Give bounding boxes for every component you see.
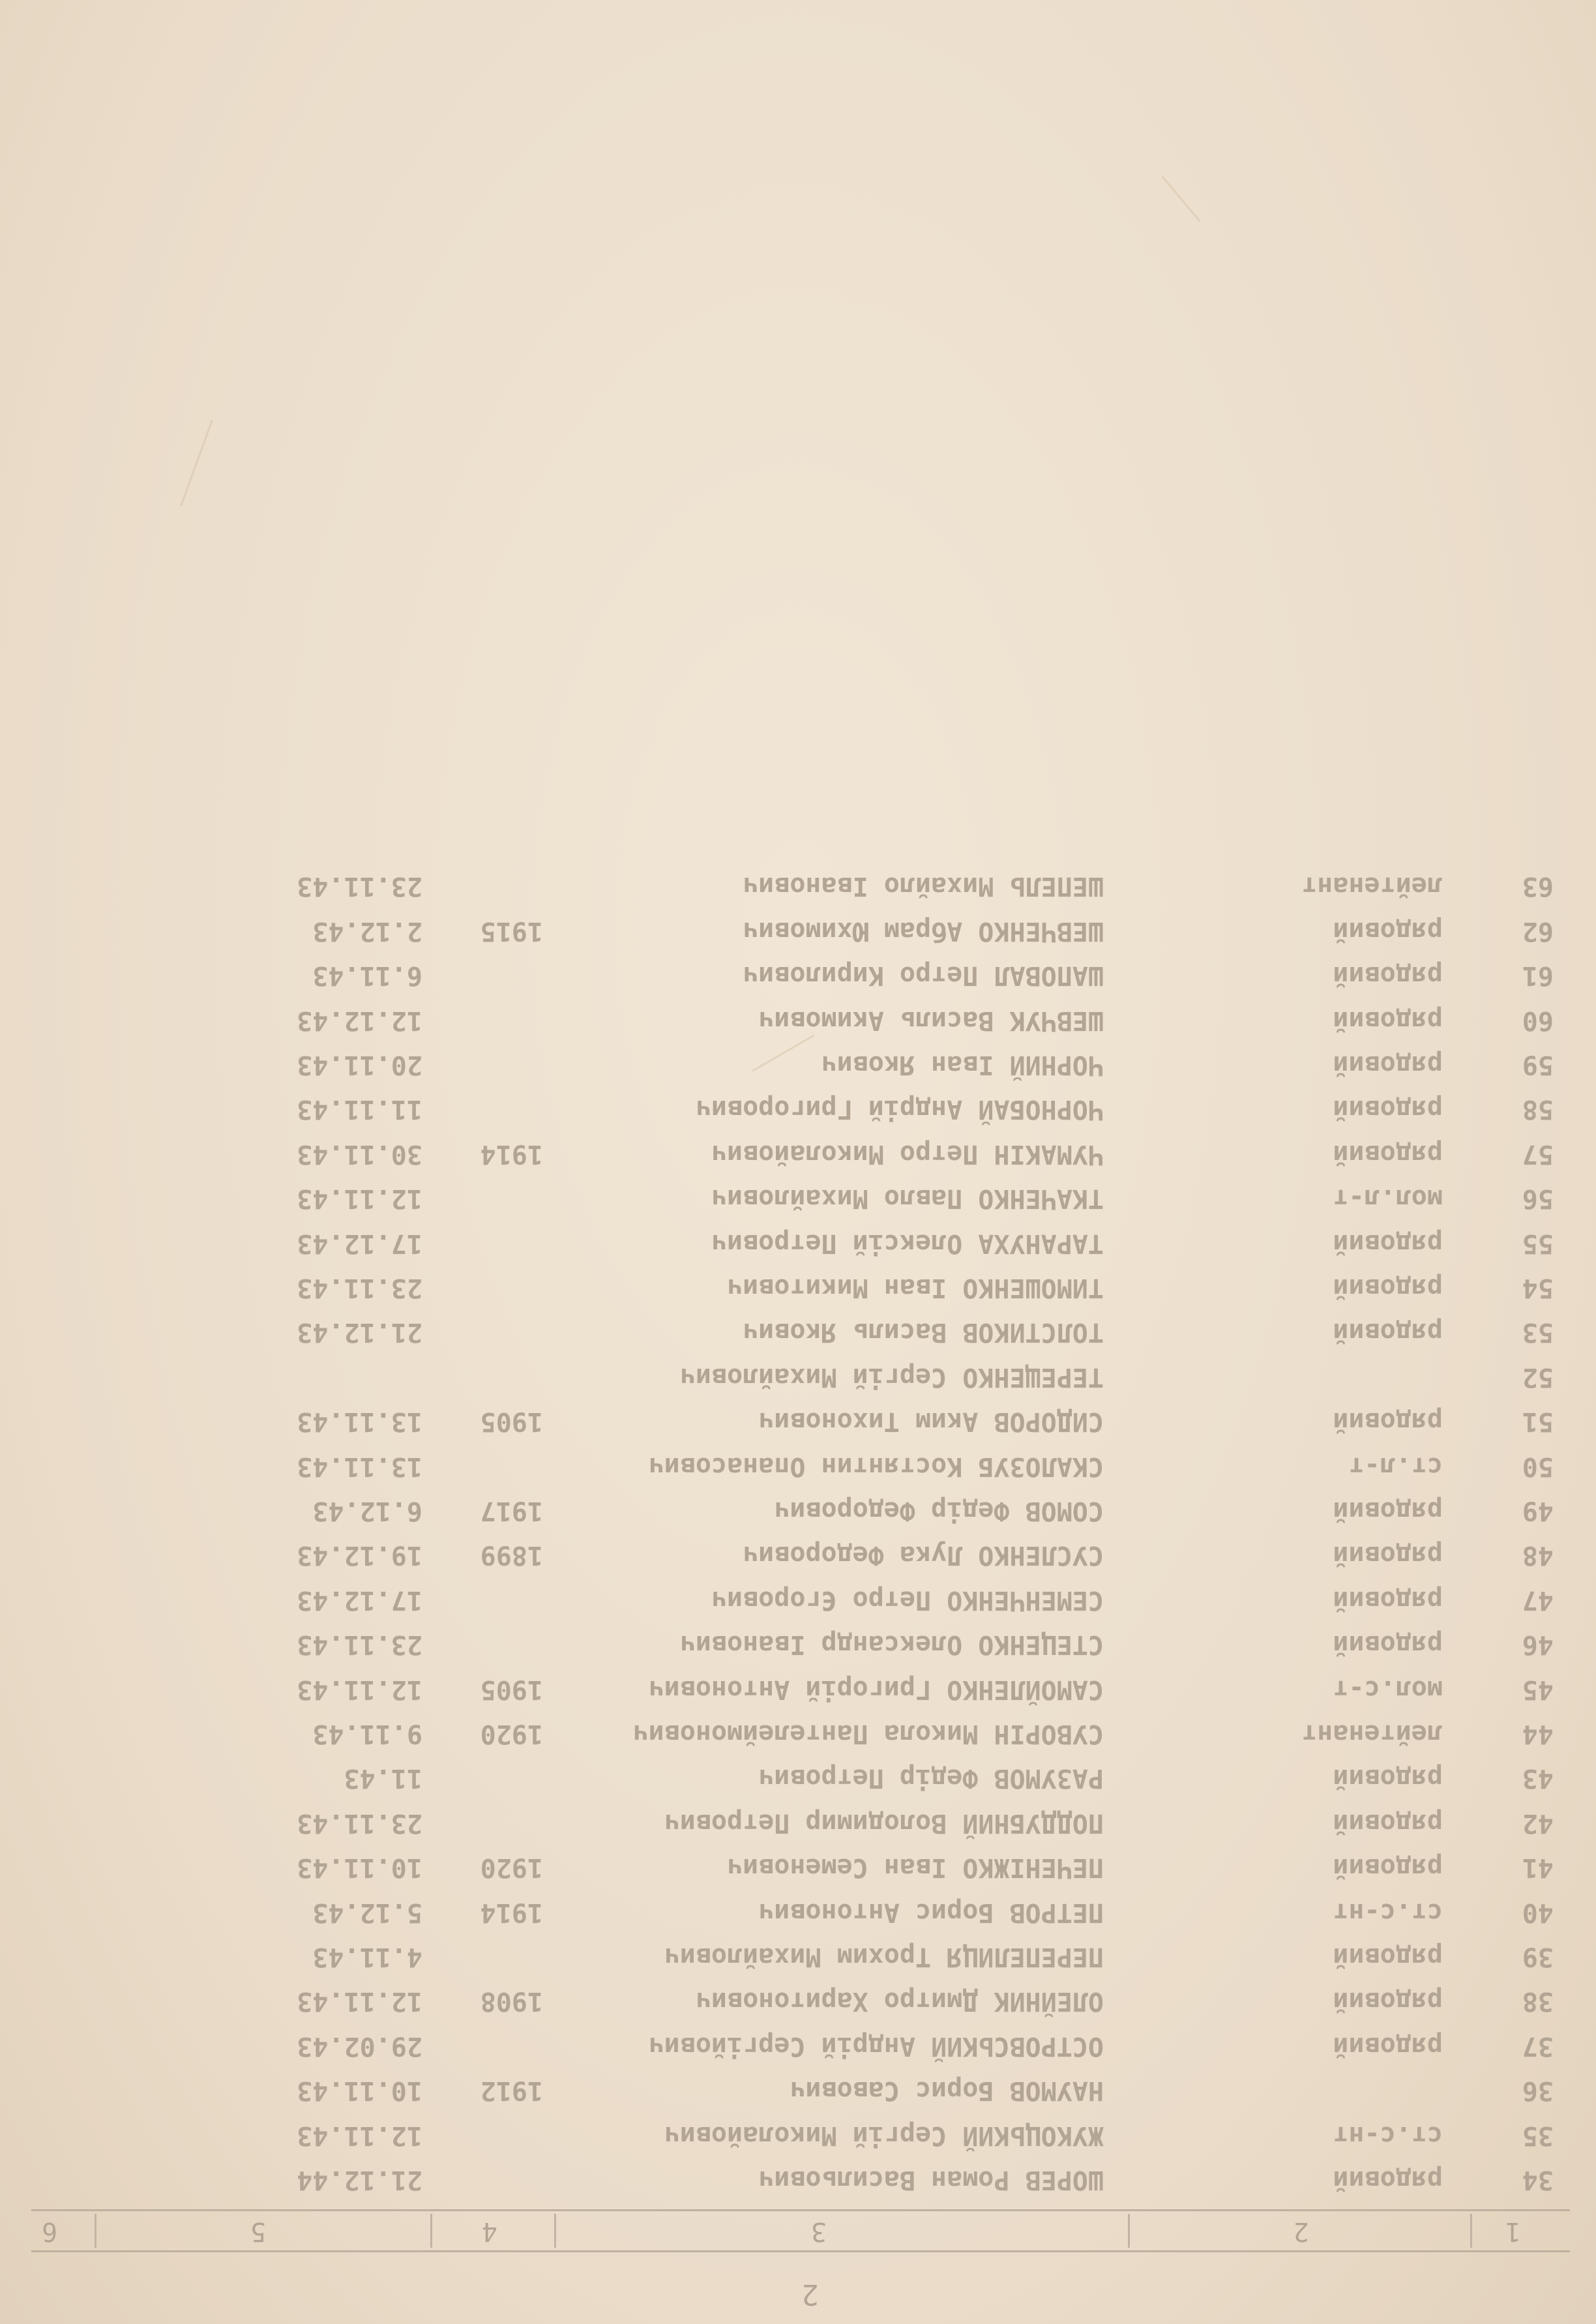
row-name: ЧОРНИЙ Іван Якович	[821, 1050, 1104, 1080]
row-date: 20.11.43	[297, 1050, 422, 1080]
table-row	[0, 910, 1596, 951]
row-date: 12.11.43	[297, 1184, 422, 1214]
table-row	[0, 1311, 1596, 1352]
row-name: ЧОРНОБАЙ Андрій Григорович	[695, 1094, 1104, 1125]
table-row	[0, 1356, 1596, 1397]
row-year: 1905	[480, 1674, 543, 1705]
row-number: 47	[1522, 1585, 1554, 1615]
table-row	[0, 1177, 1596, 1219]
row-number: 42	[1522, 1808, 1554, 1838]
row-date: 13.11.43	[297, 1407, 422, 1437]
row-date: 13.11.43	[297, 1451, 422, 1482]
row-date: 6.12.43	[312, 1496, 422, 1526]
row-rank: ст.с-нт	[1333, 1897, 1443, 1928]
table-row	[0, 1043, 1596, 1085]
row-name: ПОДДУБНИЙ Володимир Петрович	[664, 1808, 1104, 1838]
row-date: 4.11.43	[312, 1942, 422, 1972]
row-rank: лейтенант	[1301, 871, 1443, 902]
row-date: 10.11.43	[297, 2076, 422, 2106]
row-number: 43	[1522, 1763, 1554, 1794]
row-name: СОМОВ Федір Федорович	[774, 1496, 1104, 1526]
table-row	[0, 1088, 1596, 1129]
table-row	[0, 1400, 1596, 1442]
row-name: ТКАЧЕНКО Павло Михайлович	[711, 1184, 1104, 1214]
divider	[1470, 2214, 1472, 2248]
table-row	[0, 1891, 1596, 1933]
row-date: 19.12.43	[297, 1540, 422, 1571]
row-rank: рядовий	[1333, 1540, 1443, 1571]
row-name: САМОЙЛЕНКО Григорій Антонович	[648, 1674, 1104, 1705]
row-name: НАУМОВ Борис Савович	[790, 2076, 1104, 2106]
row-number: 34	[1522, 2165, 1554, 2195]
table-row	[0, 1802, 1596, 1843]
row-name: СТЕЦЕНКО Олександр Іванович	[679, 1630, 1104, 1660]
row-rank: рядовий	[1333, 961, 1443, 991]
row-name: ШЕВЧЕНКО Абрам Юхимович	[743, 916, 1104, 946]
table-row	[0, 1489, 1596, 1531]
row-number: 35	[1522, 2120, 1554, 2151]
row-rank: рядовий	[1333, 1273, 1443, 1303]
row-rank: рядовий	[1333, 1094, 1443, 1125]
row-date: 23.11.43	[297, 1630, 422, 1660]
row-number: 58	[1522, 1094, 1554, 1125]
table-row	[0, 1222, 1596, 1264]
row-name: РАЗУМОВ Федір Петрович	[758, 1763, 1104, 1794]
table-row	[0, 1133, 1596, 1174]
row-name: ТИМОШЕНКО Іван Микитович	[727, 1273, 1104, 1303]
row-name: ТОЛСТИКОВ Василь Якович	[743, 1317, 1104, 1348]
row-rank: рядовий	[1333, 1853, 1443, 1883]
row-year: 1920	[480, 1719, 543, 1749]
row-rank: рядовий	[1333, 1496, 1443, 1526]
table-row	[0, 2069, 1596, 2111]
table-row	[0, 1757, 1596, 1798]
row-name: ШЕВЧУК Василь Акимович	[758, 1005, 1104, 1035]
table-row	[0, 865, 1596, 906]
table-row	[0, 1534, 1596, 1575]
row-name: СЕМЕНЧЕНКО Петро Єгорович	[711, 1585, 1104, 1615]
table-row	[0, 954, 1596, 996]
row-number: 63	[1522, 871, 1554, 902]
row-rank: рядовий	[1333, 1139, 1443, 1169]
row-number: 41	[1522, 1853, 1554, 1883]
row-year: 1908	[480, 1986, 543, 2017]
row-rank: рядовий	[1333, 1050, 1443, 1080]
row-date: 11.43	[344, 1763, 422, 1794]
row-date: 12.11.43	[297, 1986, 422, 2017]
row-rank: рядовий	[1333, 1005, 1443, 1035]
row-name: ПЕЧЕНІЖКО Іван Семенович	[727, 1853, 1104, 1883]
row-number: 46	[1522, 1630, 1554, 1660]
row-name: ШАПОВАЛ Петро Кирилович	[743, 961, 1104, 991]
row-number: 48	[1522, 1540, 1554, 1571]
header-col-2: 2	[1293, 2216, 1309, 2246]
row-name: СИДОРОВ Аким Тихонович	[758, 1407, 1104, 1437]
row-year: 1915	[480, 916, 543, 946]
row-rank: рядовий	[1333, 2031, 1443, 2061]
table-row	[0, 1623, 1596, 1665]
table-row	[0, 1980, 1596, 2021]
row-number: 52	[1522, 1362, 1554, 1392]
row-rank: рядовий	[1333, 1407, 1443, 1437]
row-name: СКАЛОЗУБ Костянтин Опанасович	[648, 1451, 1104, 1482]
row-number: 50	[1522, 1451, 1554, 1482]
header-col-4: 4	[481, 2216, 497, 2246]
divider	[95, 2214, 96, 2248]
table-row	[0, 2158, 1596, 2200]
row-number: 38	[1522, 1986, 1554, 2017]
header-col-6: 6	[41, 2216, 57, 2246]
row-number: 51	[1522, 1407, 1554, 1437]
row-date: 30.11.43	[297, 1139, 422, 1169]
row-name: ПЕРЕПЕЛИЦЯ Трохим Михайлович	[664, 1942, 1104, 1972]
table-row	[0, 1445, 1596, 1487]
row-date: 21.12.43	[297, 1317, 422, 1348]
row-number: 56	[1522, 1184, 1554, 1214]
row-date: 17.12.43	[297, 1585, 422, 1615]
row-date: 6.11.43	[312, 961, 422, 991]
table-row	[0, 2025, 1596, 2066]
row-rank: рядовий	[1333, 1585, 1443, 1615]
row-rank: рядовий	[1333, 2165, 1443, 2195]
table-row	[0, 1846, 1596, 1888]
row-rank: рядовий	[1333, 1228, 1443, 1259]
row-rank: рядовий	[1333, 1986, 1443, 2017]
row-name: ШЕПЕЛЬ Михайло Іванович	[743, 871, 1104, 902]
row-date: 23.11.43	[297, 1808, 422, 1838]
row-rank: мол.с-т	[1333, 1674, 1443, 1705]
table-row	[0, 1668, 1596, 1710]
row-year: 1917	[480, 1496, 543, 1526]
header-col-5: 5	[250, 2216, 266, 2246]
row-date: 21.12.44	[297, 2165, 422, 2195]
row-name: СУСЛЕНКО Лука Федорович	[743, 1540, 1104, 1571]
row-rank: рядовий	[1333, 916, 1443, 946]
row-date: 11.11.43	[297, 1094, 422, 1125]
table-row	[0, 1712, 1596, 1754]
row-year: 1899	[480, 1540, 543, 1571]
row-date: 12.11.43	[297, 2120, 422, 2151]
table-row	[0, 1935, 1596, 1977]
header-col-3: 3	[810, 2216, 827, 2246]
row-number: 59	[1522, 1050, 1554, 1080]
page-number: 2	[799, 2278, 819, 2311]
row-number: 61	[1522, 961, 1554, 991]
row-rank: рядовий	[1333, 1630, 1443, 1660]
row-number: 55	[1522, 1228, 1554, 1259]
row-number: 57	[1522, 1139, 1554, 1169]
row-name: ОСТРОВСЬКИЙ Андрій Сергійович	[648, 2031, 1104, 2061]
row-date: 10.11.43	[297, 1853, 422, 1883]
divider	[554, 2214, 556, 2248]
row-year: 1912	[480, 2076, 543, 2106]
row-year: 1914	[480, 1897, 543, 1928]
row-name: СУВОРІН Микола Пантелеймонович	[632, 1719, 1104, 1749]
row-name: ЖУКОЦЬКИЙ Сергій Миколайович	[664, 2120, 1104, 2151]
row-number: 44	[1522, 1719, 1554, 1749]
row-rank: ст.л-т	[1348, 1451, 1443, 1482]
table-header	[31, 2209, 1570, 2252]
row-number: 45	[1522, 1674, 1554, 1705]
row-number: 39	[1522, 1942, 1554, 1972]
row-date: 29.02.43	[297, 2031, 422, 2061]
table-row	[0, 1579, 1596, 1620]
row-date: 9.11.43	[312, 1719, 422, 1749]
row-rank: лейтенант	[1301, 1719, 1443, 1749]
row-number: 54	[1522, 1273, 1554, 1303]
row-date: 23.11.43	[297, 871, 422, 902]
row-rank: рядовий	[1333, 1942, 1443, 1972]
row-number: 37	[1522, 2031, 1554, 2061]
table-row	[0, 2114, 1596, 2156]
row-name: ТАРАНУХА Олексій Петрович	[711, 1228, 1104, 1259]
divider	[430, 2214, 432, 2248]
row-name: ЧУМАКІН Петро Миколайович	[711, 1139, 1104, 1169]
row-rank: ст.с-нт	[1333, 2120, 1443, 2151]
row-rank: рядовий	[1333, 1763, 1443, 1794]
row-name: ТЕРЕЩЕНКО Сергій Михайлович	[679, 1362, 1104, 1392]
row-number: 53	[1522, 1317, 1554, 1348]
row-name: ШОРЕВ Роман Васильович	[758, 2165, 1104, 2195]
row-rank: рядовий	[1333, 1808, 1443, 1838]
row-year: 1920	[480, 1853, 543, 1883]
row-rank: рядовий	[1333, 1317, 1443, 1348]
row-name: ОЛЕЙНИК Дмитро Харитонович	[695, 1986, 1104, 2017]
row-date: 23.11.43	[297, 1273, 422, 1303]
row-date: 17.12.43	[297, 1228, 422, 1259]
row-number: 40	[1522, 1897, 1554, 1928]
row-number: 36	[1522, 2076, 1554, 2106]
row-year: 1905	[480, 1407, 543, 1437]
row-number: 49	[1522, 1496, 1554, 1526]
row-date: 12.12.43	[297, 1005, 422, 1035]
row-date: 5.12.43	[312, 1897, 422, 1928]
row-number: 60	[1522, 1005, 1554, 1035]
row-year: 1914	[480, 1139, 543, 1169]
row-date: 12.11.43	[297, 1674, 422, 1705]
header-col-1: 1	[1505, 2216, 1521, 2246]
divider	[1128, 2214, 1130, 2248]
table-row	[0, 1266, 1596, 1308]
row-number: 62	[1522, 916, 1554, 946]
table-row	[0, 999, 1596, 1041]
row-rank: мол.л-т	[1333, 1184, 1443, 1214]
row-date: 2.12.43	[312, 916, 422, 946]
row-name: ПЕТРОВ Борис Антонович	[758, 1897, 1104, 1928]
